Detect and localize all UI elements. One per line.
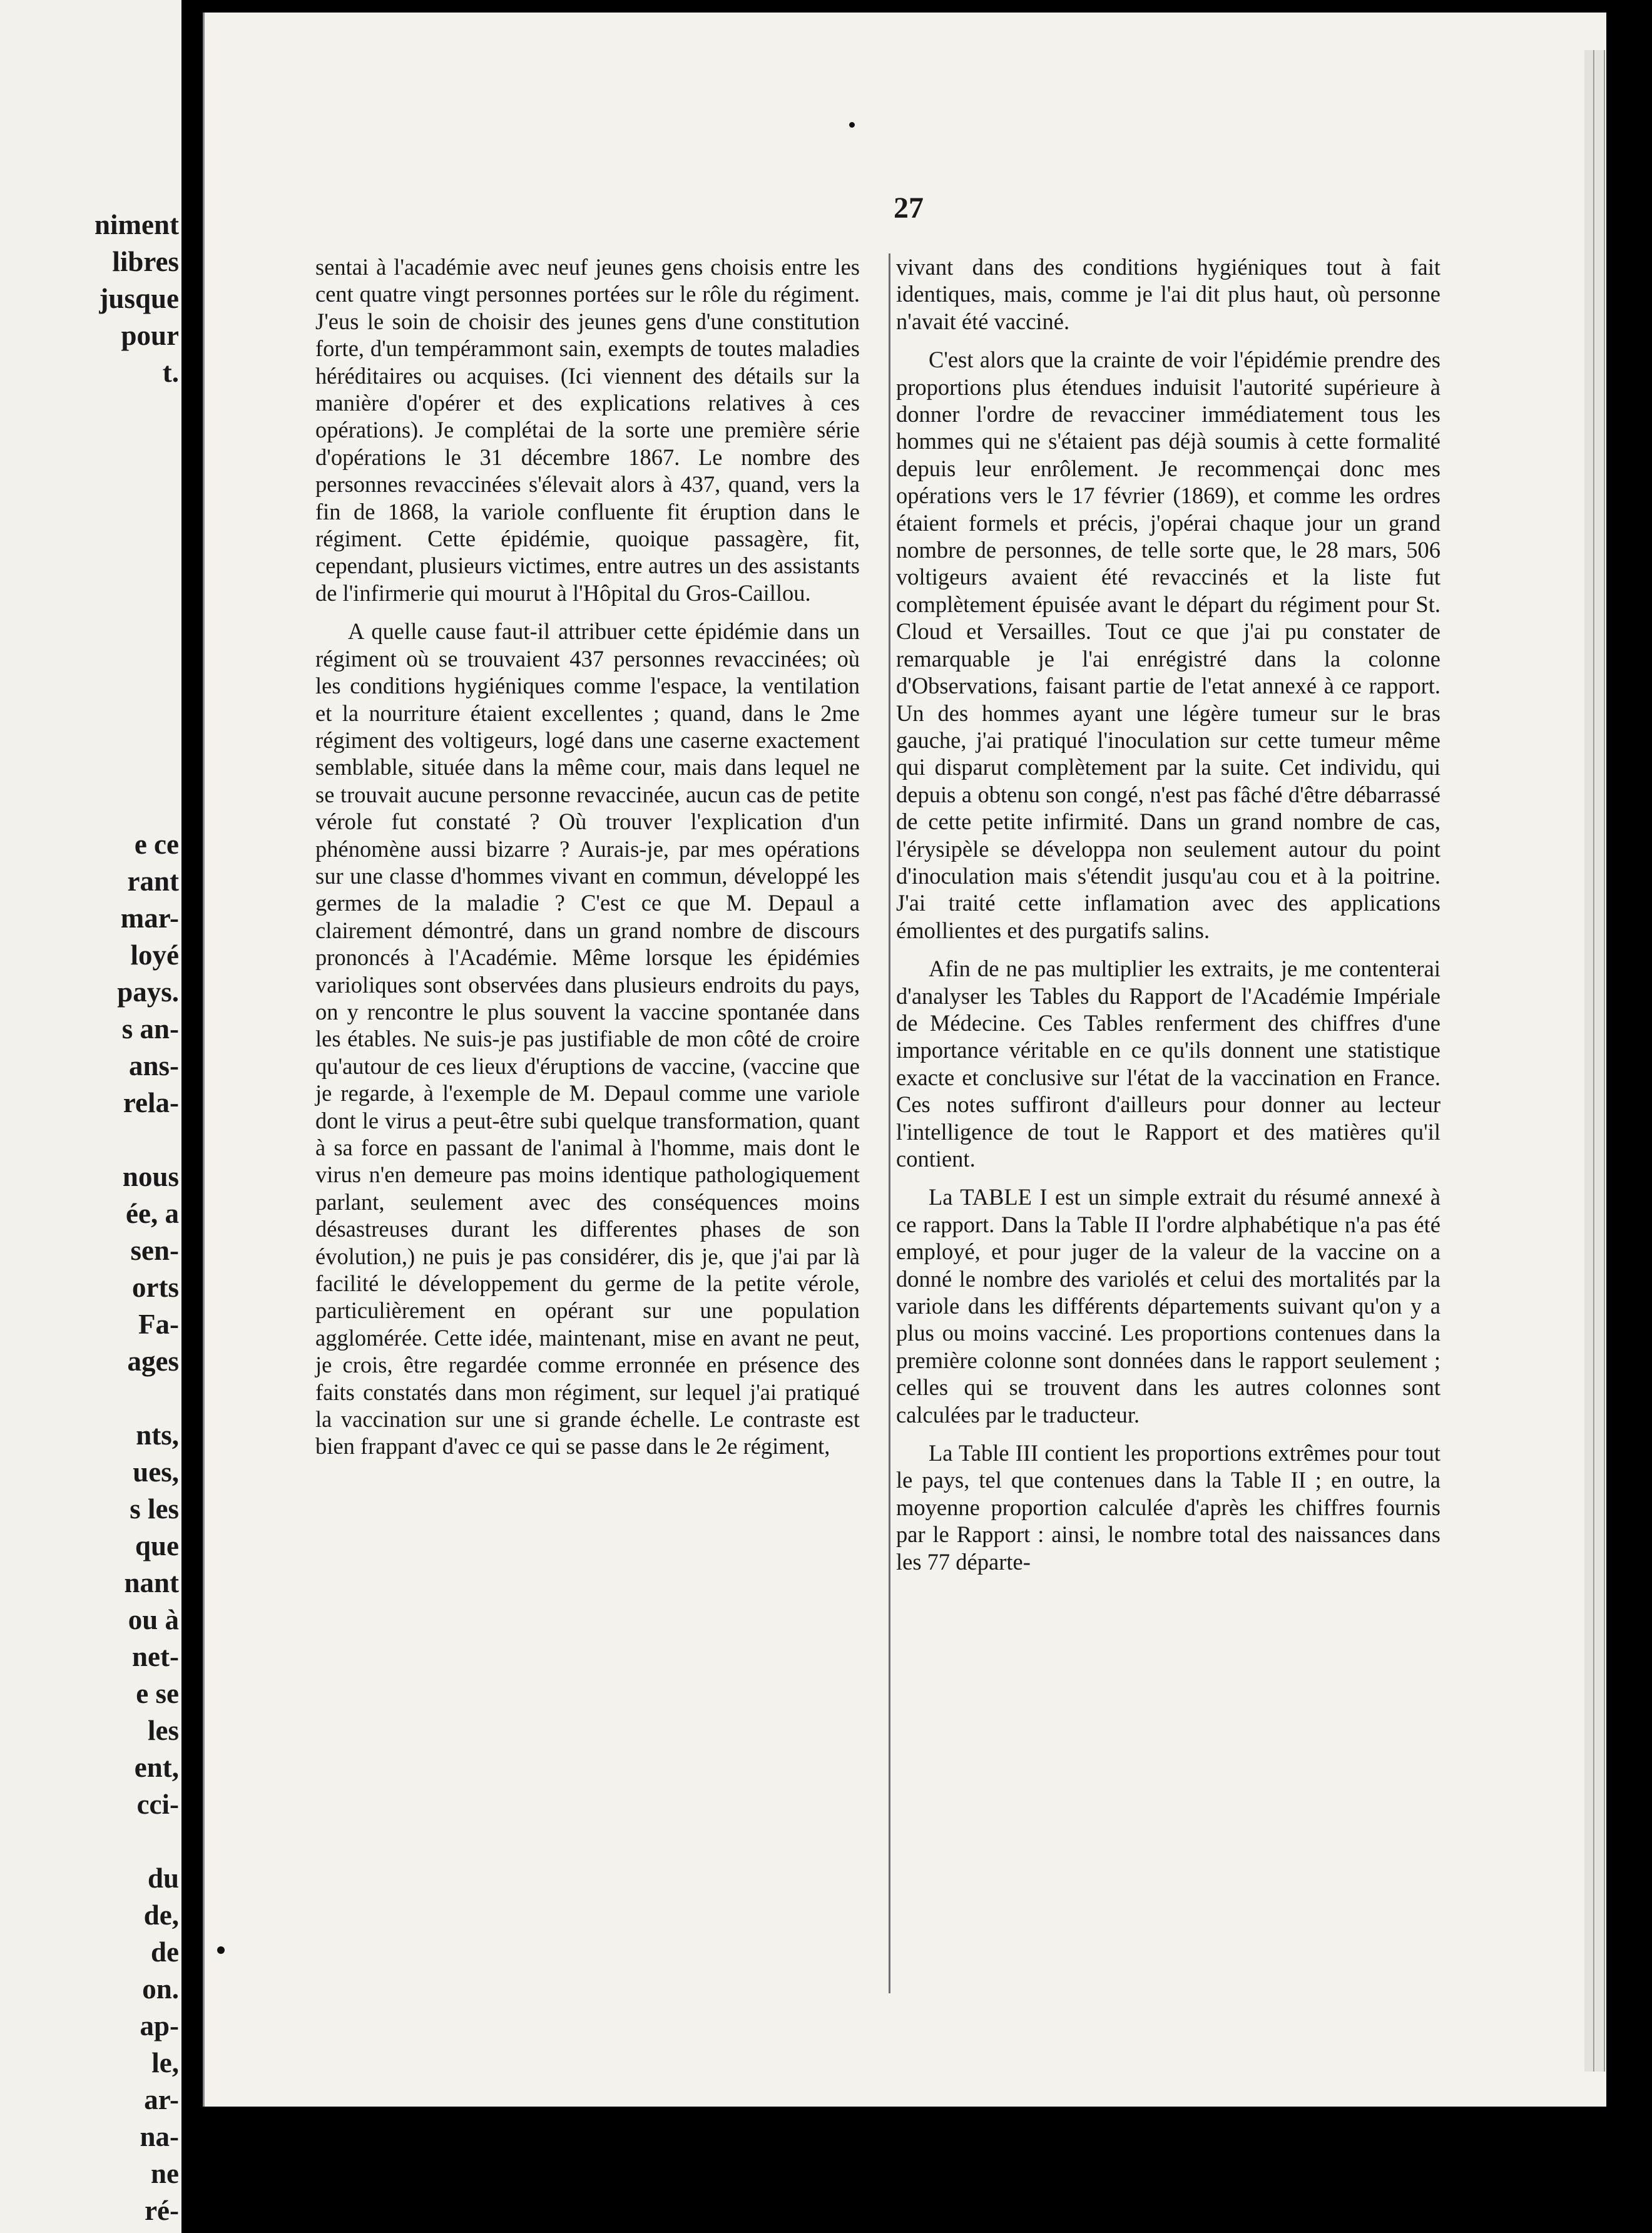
paragraph: sentai à l'académie avec neuf jeunes gens choisis entre les cent quatre vingt personnes portées sur le rôle du régiment. J'eus le soin de choisir des jeunes gens d'une constitution forte, d'un tempérammont sain, exempts de toutes maladies héréditaires ou acquises. (Ici viennent des détails sur la manière d'opérer et des explications relatives à ces opérations). Je complétai de la sorte une première série d'opérations le 31 décembre 1867. Le nombre des personnes revaccinées s'élevait alors à 437, quand, vers la fin de 1868, la variole confluente fit éruption dans le régiment. Cette épidémie, quoique passagère, fit, cependant, plusieurs victimes, entre autres un des assistants de l'infirmerie qui mourut à l'Hôpital du Gros-Caillou. bbox=[315, 254, 860, 606]
previous-page-line: ne bbox=[151, 2158, 179, 2189]
gutter-shadow bbox=[181, 0, 203, 2233]
paragraph: La Table III contient les proportions extrêmes pour tout le pays, tel que contenues dans la Table II ; en outre, la moyenne proportion calculée d'après les chiffres fournis par le Rapport : ainsi, le nombre total des naissances dans les 77 départe- bbox=[896, 1440, 1440, 1575]
previous-page-line: ent, bbox=[134, 1752, 179, 1783]
previous-page-line: niment bbox=[94, 209, 179, 240]
previous-page-line: rant bbox=[127, 866, 179, 897]
page-stack-edge bbox=[1595, 50, 1605, 2072]
ink-speck bbox=[217, 1946, 225, 1954]
previous-page-line: ap- bbox=[140, 2010, 179, 2041]
previous-page-line: orts bbox=[132, 1272, 179, 1303]
previous-page-line: s les bbox=[130, 1493, 179, 1525]
previous-page-line: ues, bbox=[133, 1456, 179, 1488]
previous-page-line: ré- bbox=[145, 2195, 179, 2226]
previous-page-line: ans- bbox=[128, 1050, 179, 1081]
previous-page-line: mar- bbox=[120, 902, 179, 934]
previous-page-line: ages bbox=[127, 1346, 179, 1377]
previous-page-line: de bbox=[151, 1936, 179, 1968]
previous-page-line: loyé bbox=[130, 939, 179, 971]
paragraph: A quelle cause faut-il attribuer cette épidémie dans un régiment où se trouvaient 437 personnes revaccinées; où les conditions hygiéniques comme l'espace, la ventilation et la nourriture étaient excellentes ; quand, dans le 2me régiment des voltigeurs, logé dans une caserne exactement semblable, située dans la même cour, mais dans lequel ne se trouvait aucune personne revaccinée, aucun cas de petite vérole fut constaté ? Où trouver l'explication d'un phénomène aussi bizarre ? Aurais-je, par mes opérations sur une classe d'hommes vivant en commun, développé les germes de la maladie ? C'est ce que M. Depaul a clairement démontré, dans un grand nombre de discours prononcés à l'Académie. Même lorsque les épidémies varioliques sont observées dans plusieurs endroits du pays, on y rencontre le plus souvent la vaccine spontanée dans les étables. Ne suis-je pas justifiable de mon côté de croire qu'autour de ces lieux d'éruptions de vaccine, (vaccine que je regarde, à l'exemple de M. Depaul comme une variole dont le virus a peut-être subi quelque transformation, quant à sa force en passant de l'animal à l'homme, mais dont le virus n'en demeure pas moins identique pathologiquement parlant, seulement avec des conséquences moins désastreuses durant les differentes phases de son évolution,) ne puis je pas considérer, dis je, que j'ai par là facilité le développement du germe de la petite vérole, particulièrement en opérant sur une population agglomérée. Cette idée, maintenant, mise en avant ne peut, je crois, être regardée comme erronnée en présence des faits constatés dans mon régiment, sur lequel j'ai pratiqué la vaccination sur une si grande échelle. Le contraste est bien frappant d'avec ce qui se passe dans le 2e régiment, bbox=[315, 618, 860, 1459]
previous-page-line: de, bbox=[143, 1899, 179, 1931]
previous-page-text-top bbox=[4, 207, 179, 391]
page-number: 27 bbox=[894, 192, 924, 225]
previous-page-line: libres bbox=[112, 246, 179, 277]
previous-page-line: pays. bbox=[117, 976, 179, 1008]
previous-page-line: na- bbox=[140, 2121, 179, 2152]
previous-page-line: sen- bbox=[130, 1235, 179, 1266]
paragraph: C'est alors que la crainte de voir l'épidémie prendre des proportions plus étendues induisit l'autorité supérieure à donner l'ordre de revacciner immédiatement tous les hommes qui ne s'étaient pas déjà soumis à cette formalité depuis leur enrôlement. Je recommençai donc mes opérations vers le 17 février (1869), et comme les ordres étaient formels et précis, j'opérai chaque jour un grand nombre de personnes, de telle sorte que, le 28 mars, 506 voltigeurs avaient été revaccinés et la liste fut complètement épuisée avant le départ du régiment pour St. Cloud et Versailles. Tout ce que j'ai pu constater de remarquable je l'ai enrégistré dans la colonne d'Observations, faisant partie de l'etat annexé à ce rapport. Un des hommes ayant une légère tumeur sur le bras gauche, j'ai pratiqué l'inoculation sur cette tumeur même qui disparut complètement par la suite. Cet individu, qui depuis a obtenu son congé, n'est pas fâché d'être débarrassé de cette petite infirmité. Dans un grand nombre de cas, l'érysipèle se développa non seulement autour du point d'inoculation mais s'étendit jusqu'au cou et à la poitrine. J'ai traité cette inflamation avec des applications émollientes et des purgatifs salins. bbox=[896, 347, 1440, 943]
previous-page-line: cci- bbox=[136, 1789, 179, 1820]
previous-page-line: t. bbox=[162, 357, 179, 388]
previous-page-line bbox=[4, 1380, 179, 1417]
previous-page-line: on. bbox=[142, 1973, 179, 2005]
previous-page-line: nant bbox=[124, 1567, 179, 1598]
previous-page-line: e se bbox=[136, 1678, 179, 1709]
scanned-page bbox=[203, 13, 1606, 2107]
ink-speck bbox=[849, 122, 855, 128]
page-stack-edge bbox=[1584, 50, 1594, 2072]
left-text-column bbox=[315, 253, 860, 1471]
previous-page-line: le, bbox=[151, 2047, 179, 2078]
previous-page-line: nts, bbox=[136, 1419, 179, 1451]
column-divider bbox=[889, 253, 890, 1993]
previous-page-fragment bbox=[0, 0, 181, 2233]
previous-page-line: e ce bbox=[134, 829, 179, 860]
paragraph: vivant dans des conditions hygiéniques tout à fait identiques, mais, comme je l'ai dit plus haut, où personne n'avait été vacciné. bbox=[896, 254, 1440, 334]
previous-page-line: ée, a bbox=[126, 1198, 179, 1229]
previous-page-line: nous bbox=[122, 1161, 179, 1192]
right-text-column bbox=[896, 253, 1440, 1587]
previous-page-line: que bbox=[135, 1530, 179, 1561]
previous-page-line bbox=[4, 1823, 179, 1860]
previous-page-line: ar- bbox=[144, 2084, 179, 2115]
previous-page-line: ou à bbox=[128, 1604, 179, 1635]
paragraph: La TABLE I est un simple extrait du résumé annexé à ce rapport. Dans la Table II l'ordre alphabétique n'a pas été employé, et pour juger de la valeur de la vaccine on a donné le nombre des variolés et celui des mortalités par la variole dans les différents départements suivant qu'on y a plus ou moins vacciné. Les proportions contenues dans la première colonne sont données dans le rapport seulement ; celles qui se trouvent dans les autres colonnes sont calculées par le traducteur. bbox=[896, 1184, 1440, 1428]
previous-page-line: jusque bbox=[99, 283, 179, 314]
previous-page-line: s an- bbox=[121, 1013, 179, 1045]
previous-page-line: Fa- bbox=[138, 1309, 179, 1340]
previous-page-line: du bbox=[147, 1863, 179, 1894]
paragraph: Afin de ne pas multiplier les extraits, je me contenterai d'analyser les Tables du Rapport de l'Académie Impériale de Médecine. Ces Tables renferment des chiffres d'une importance véritable en ce qu'ils donnent une statistique exacte et conclusive sur l'état de la vaccination en France. Ces notes suffiront d'ailleurs pour donner au lecteur l'intelligence de tout le Rapport et des matières qu'il contient. bbox=[896, 956, 1440, 1172]
previous-page-line: net- bbox=[132, 1641, 179, 1672]
previous-page-line: pour bbox=[121, 320, 179, 351]
previous-page-line bbox=[4, 1122, 179, 1158]
previous-page-line: les bbox=[148, 1715, 179, 1746]
previous-page-text-bottom bbox=[4, 826, 179, 2229]
previous-page-line: rela- bbox=[123, 1087, 179, 1118]
